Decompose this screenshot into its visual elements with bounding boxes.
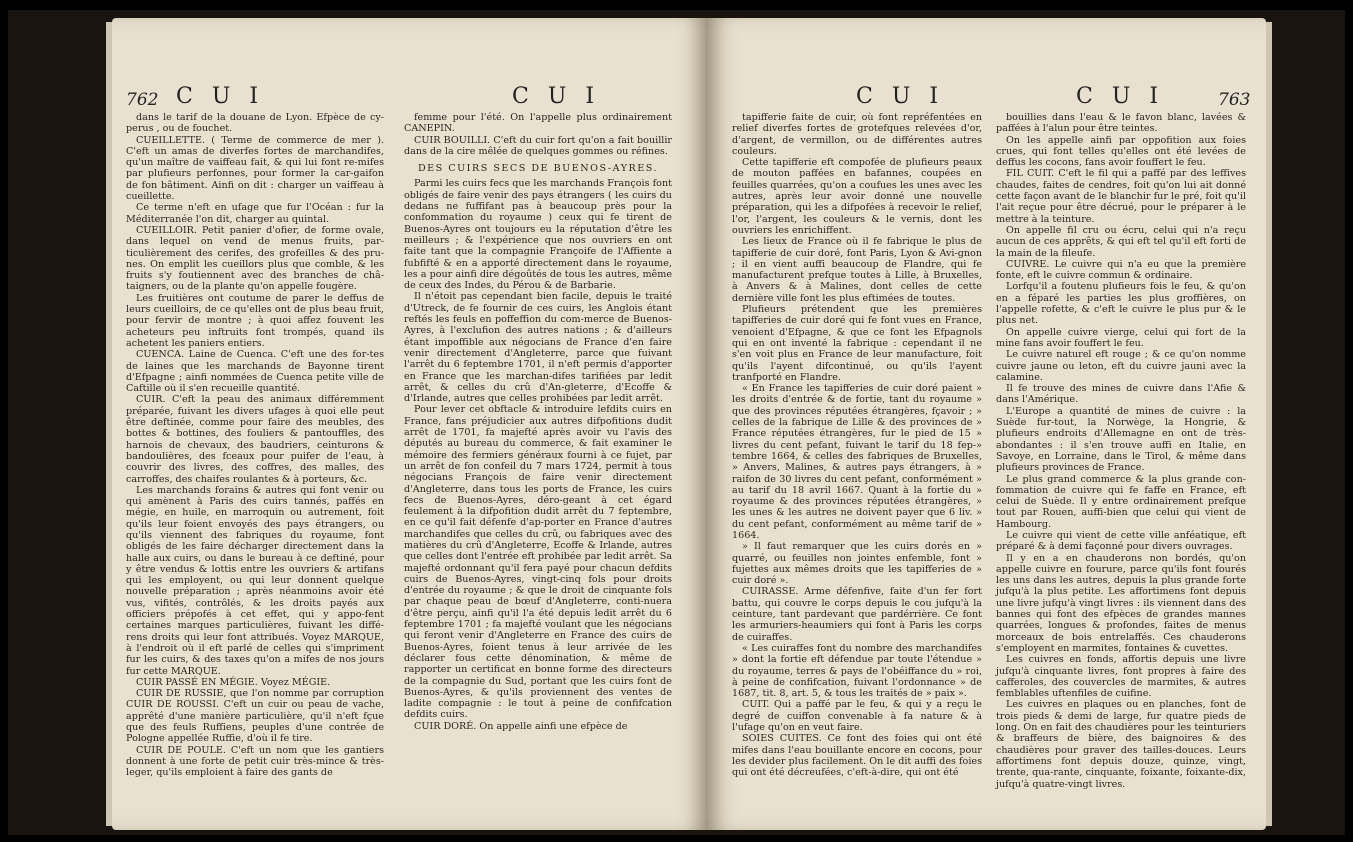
paragraph: Les cuivres en fonds, affortis depuis une livre jufqu'à cinquante livres, font propres à faire des cafferoles, des couvercles de marmites, & autres femblables uftenfiles de cuifine.	[996, 654, 1246, 700]
left-page-column-2	[404, 112, 672, 732]
running-head-right-1: C U I	[856, 84, 945, 109]
page-number-left: 762	[126, 90, 159, 110]
paragraph: Plufieurs prétendent que les premières tapifferies de cuir doré qui fe font vues en France, venoient d'Efpagne, & que ce font les Efpagnols qui en ont inventé la fabrique : cependant il ne s'en voit plus en France de leur manufacture, foit qu'ils l'ayent difcontinué, ou qu'ils l'ayent tranfporté en Flandre.	[732, 304, 982, 383]
left-page	[112, 18, 708, 830]
paragraph: CUEILLETTE. ( Terme de commerce de mer ). C'eft un amas de diverfes fortes de marchandifes, qu'un maître de vaiffeau fait, & qui lui font re-mifes par plufieurs perfonnes, pour former la car-gaifon de fon bâtiment. Ainfi on dit : charger un vaiffeau à cueillette.	[126, 134, 384, 203]
paragraph: L'Europe a quantité de mines de cuivre : la Suède fur-tout, la Norwège, la Hongrie, & plufieurs endroits d'Allemagne en ont de très-abondantes : il s'en trouve auffi en Italie, en Savoye, en Lorraine, dans le Tirol, & même dans plufieurs provinces de France.	[996, 405, 1246, 474]
paragraph: Ce terme n'eft en ufage que fur l'Océan : fur la Méditerranée l'on dit, charger au quintal.	[126, 202, 384, 225]
paragraph: CUIR DE POULE. C'eft un nom que les gantiers donnent à une forte de petit cuir très-mince & très-leger, qu'ils emploient à faire des gants de	[126, 744, 384, 779]
paragraph: On les appelle ainfi par oppofition aux foies crues, qui font telles qu'elles ont été levées de deffus les cocons, fans avoir fouffert le feu.	[996, 134, 1246, 169]
paragraph: FIL CUIT. C'eft le fil qui a paffé par des leffives chaudes, faites de cendres, foit qu'on lui ait donné cette façon avant de le blanchir fur le pré, foit qu'il l'ait reçue pour être décrué, pour le préparer à le mettre à la teinture.	[996, 168, 1246, 225]
paragraph: Le cuivre naturel eft rouge ; & ce qu'on nomme cuivre jaune ou leton, eft du cuivre jauni avec la calamine.	[996, 349, 1246, 383]
paragraph: Le cuivre qui vient de cette ville anféatique, eft préparé & à demi façonné pour divers ouvrages.	[996, 529, 1246, 553]
page-number-right: 763	[1218, 90, 1251, 110]
paragraph: CUENCA. Laine de Cuenca. C'eft une des for-tes de laines que les marchands de Bayonne tirent d'Efpagne ; ainfi nommées de Cuenca petite ville de Caftille où il s'en recueille quantité.	[126, 349, 384, 395]
paragraph: CUIVRE. Le cuivre qui n'a eu que la première fonte, eft le cuivre commun & ordinaire.	[996, 258, 1246, 282]
paragraph: Il fe trouve des mines de cuivre dans l'Afie & dans l'Amérique.	[996, 383, 1246, 406]
paragraph: Les cuivres en plaques ou en planches, font de trois pieds & demi de large, fur quatre pieds de long. On en fait des chaudières pour les teinturiers & braffeurs de bière, des baignoires & des chaudières pour graver des tailles-douces. Leurs affortimens font depuis douze, quinze, vingt, trente, qua-rante, cinquante, foixante, foixante-dix, jufqu'à quatre-vingt livres.	[996, 699, 1246, 790]
paragraph: » Il faut remarquer que les cuirs dorés en » quarré, ou feuilles non jointes enfemble, font » fujettes aux mêmes droits que les tapifferies de » cuir doré ».	[732, 541, 982, 587]
running-head-right-2: C U I	[1076, 84, 1165, 109]
paragraph: bouillies dans l'eau & le favon blanc, lavées & paffées à l'alun pour être teintes.	[996, 112, 1246, 135]
running-head-left-1: C U I	[176, 84, 265, 109]
paragraph: Il n'étoit pas cependant bien facile, depuis le traité d'Utreck, de fe fournir de ces cuirs, les Anglois étant reftés les feuls en poffeffion du com-merce de Buenos-Ayres, à l'exclufion des autres nations ; & d'ailleurs étant impoffible aux négocians de France d'en faire venir directement d'Angleterre, parce que fuivant l'arrêt du 6 feptembre 1701, il n'eft permis d'apporter en France que les marchan-difes tarifiées par ledit arrêt, & celles du crû d'An-gleterre, d'Ecoffe & d'Irlande, autres que celles prohibées par ledit arrêt.	[404, 291, 672, 405]
paragraph: On appelle cuivre vierge, celui qui fort de la mine fans avoir fouffert le feu.	[996, 326, 1246, 349]
paragraph: dans le tarif de la douane de Lyon. Efpèce de cy-perus , ou de fouchet.	[126, 112, 384, 135]
paragraph: Lorfqu'il a foutenu plufieurs fois le feu, & qu'on en a féparé les parties les plus groffières, on l'appelle rofette, & c'eft le cuivre le plus pur & le plus net.	[996, 281, 1246, 327]
paragraph: On appelle fil cru ou écru, celui qui n'a reçu aucun de ces apprêts, & qui eft tel qu'il eft forti de la main de la fileufe.	[996, 224, 1246, 259]
paragraph: Cette tapifferie eft compofée de plufieurs peaux de mouton paffées en bafannes, coupées en feuilles quarrées, qu'on a coufues les unes avec les autres, après leur avoir donné une nouvelle préparation, qui les a difpofées à recevoir le relief, l'or, l'argent, les couleurs & le vernis, dont les ouvriers les enrichiffent.	[732, 157, 982, 236]
paragraph: Il y en a en chauderons non bordés, qu'on appelle cuivre en fourure, parce qu'ils font fourés les uns dans les autres, depuis la plus grande forte jufqu'à la plus petite. Les affortimens font depuis une livre jufqu'à vingt livres : ils viennent dans des bannes qui font des efpèces de grandes mannes quarrées, longues & profondes, faites de menus morceaux de bois entrelaffés. Ces chauderons s'employent en marmites, fontaines & cuvettes.	[996, 552, 1246, 654]
paragraph: Le plus grand commerce & la plus grande con-fommation de cuivre qui fe faffe en France, eft celui de Suède. Il y entre ordinairement prefque tout par Rouen, auffi-bien que celui qui vient de Hambourg.	[996, 473, 1246, 530]
paragraph: femme pour l'été. On l'appelle plus ordinairement CANEPIN.	[404, 112, 672, 135]
right-page-column-1	[732, 112, 982, 779]
paragraph: CUEILLOIR. Petit panier d'ofier, de forme ovale, dans lequel on vend de menus fruits, par-ticulièrement des cerifes, des grofeilles & des pru-nes. On emplit les cueillors plus que comble, & les fruits s'y foutiennent avec des branches de châ-taigners, ou de la plante qu'on appelle fougère.	[126, 224, 384, 293]
paragraph: « En France les tapifferies de cuir doré paient » les droits d'entrée & de fortie, tant du royaume » que des provinces réputées étrangères, fçavoir ; » celles de la fabrique de Lille & des provinces de » France réputées étrangères, fur le pied de 15 » livres du cent pefant, fuivant le tarif du 18 fep-» tembre 1664, & celles des fabriques de Bruxelles, » Anvers, Malines, & autres pays étrangers, à » raifon de 30 livres du cent pefant, conformément » au tarif du 18 avril 1667. Quant à la fortie du » royaume & des provinces réputées étrangères, » les unes & les autres ne doivent payer que 6 liv. » du cent pefant, conformément au même tarif de » 1664.	[732, 383, 982, 541]
running-head-left-2: C U I	[512, 84, 601, 109]
right-page	[706, 18, 1266, 830]
paragraph: CUIR DORÉ. On appelle ainfi une efpèce de	[414, 720, 628, 732]
paragraph: « Les cuiraffes font du nombre des marchandifes » dont la fortie eft défendue par toute l'étendue » du royaume, terres & pays de l'obéiffance du » roi, à peine de confifcation, fuivant l'ordonnance » de 1687, tit. 8, art. 5, & tous les traités de » paix ».	[732, 642, 982, 700]
paragraph: CUIR. C'eft la peau des animaux différemment préparée, fuivant les divers ufages à quoi elle peut être deftinée, comme pour faire des meubles, des bottes & bottines, des fouliers & pantouffles, des harnois de chevaux, des baudriers, ceinturons & bandoulières, des fceaux pour puifer de l'eau, à couvrir des livres, des coffres, des malles, des carroffes, des chaifes roulantes & à porteurs, &c.	[126, 394, 384, 485]
paragraph: SOIES CUITES. Ce font des foies qui ont été mifes dans l'eau bouillante encore en cocons, pour les devider plus facilement. On le dit auffi des foies qui ont été décreufées, c'eft-à-dire, qui ont été	[732, 733, 982, 779]
paragraph: Les lieux de France où il fe fabrique le plus de tapifferie de cuir doré, font Paris, Lyon & Avi-gnon ; il en vient auffi beaucoup de Flandre, qui fe manufacturent prefque toutes à Lille, à Bruxelles, à Anvers & à Malines, dont celles de cette dernière ville font les plus eftimées de toutes.	[732, 236, 982, 304]
left-page-column-1	[126, 112, 384, 779]
paragraph: Parmi les cuirs fecs que les marchands François font obligés de faire venir des pays étrangers ( les cuirs du dedans ne fuffifant pas à beaucoup près pour la confommation du royaume ) ceux qui fe tirent de Buenos-Ayres ont toujours eu la réputation d'être les meilleurs ; & l'expérience que nos ouvriers en ont faite tant que la compagnie Françoife de l'Affiente a fubfifté & en a apporté directement dans le royaume, les a pour ainfi dire dégoûtés de tous les autres, même de ceux des Indes, du Pérou & de Barbarie.	[404, 178, 672, 292]
paragraph: Les fruitières ont coutume de parer le deffus de leurs cueilloirs, de ce qu'elles ont de plus beau fruit, pour fervir de montre ; à quoi affez fouvent les acheteurs peu inftruits font trompés, quand ils achetent les paniers entiers.	[126, 292, 384, 349]
paragraph: CUIR PASSÉ EN MÉGIE. Voyez MÉGIE.	[136, 676, 331, 688]
paragraph: tapifferie faite de cuir, où font repréfentées en relief diverfes fortes de grotefques relevées d'or, d'argent, de vermillon, ou de différentes autres couleurs.	[732, 112, 982, 157]
section-heading: DES CUIRS SECS DE BUENOS-AYRES.	[417, 163, 659, 175]
paragraph: CUIR BOUILLI. C'eft du cuir fort qu'on a fait bouillir dans de la cire mêlée de quelques gommes ou réfines.	[404, 134, 672, 157]
paragraph: CUIT. Qui a paffé par le feu, & qui y a reçu le degré de cuiffon convenable à fa nature & à l'ufage qu'on en veut faire.	[732, 699, 982, 734]
right-page-column-2	[996, 112, 1246, 790]
paragraph: CUIR DE RUSSIE, que l'on nomme par corruption CUIR DE ROUSSI. C'eft un cuir ou peau de vache, apprêté d'une manière particulière, qu'il n'eft fçue que des feuls Ruffiens, peuples d'une contrée de Pologne appellée Ruffie, d'où il fe tire.	[126, 688, 384, 745]
paragraph: CUIRASSE. Arme défenfive, faite d'un fer fort battu, qui couvre le corps depuis le cou jufqu'à la ceinture, tant pardevant que pardérrière. Ce font les armuriers-heaumiers qui font à Paris les corps de cuiraffes.	[732, 586, 982, 643]
paragraph: Les marchands forains & autres qui font venir ou qui amènent à Paris des cuirs tannés, paffés en mégie, en huile, en marroquin ou autrement, foit qu'ils leur foient envoyés des pays étrangers, ou qu'ils viennent des fabriques du royaume, font obligés de les faire décharger directement dans la halle aux cuirs, ou dans le bureau à ce deftiné, pour y être vendus & lottis entre les ouvriers & artifans qui les employent, ou qui leur donnent quelque nouvelle préparation ; après néanmoins avoir été vus, vifités, contrôlés, & les droits payés aux officiers prépofés à cet effet, qui y appo-fent certaines marques particulières, fuivant les diffé-rens droits qui leur font attribués. Voyez MARQUE, à l'endroit où il eft parlé de celles qui s'impriment fur les cuirs, & des taxes qu'on a mifes de nos jours fur cette MARQUE.	[126, 484, 384, 677]
paragraph: Pour lever cet obftacle & introduire lefdits cuirs en France, fans préjudicier aux autres difpofitions dudit arrêt de 1701, fa majefté après avoir vu l'avis des députés au bureau du commerce, & fait examiner le mémoire des fermiers généraux fourni à ce fujet, par un arrêt de fon confeil du 7 mars 1724, permit à tous négocians François de faire venir directement d'Angleterre, dans tous les ports de France, les cuirs fecs de Buenos-Ayres, déro-geant à cet égard feulement à la difpofition dudit arrêt du 7 feptembre, en ce qu'il fait défenfe d'ap-porter en France d'autres marchandifes que celles du crû, ou fabriques avec des matières du crû d'Angleterre, Ecoffe & Irlande, autres que celles dont l'entrée eft prohibée par ledit arrêt. Sa majefté ordonnant qu'il fera payé pour chacun defdits cuirs de Buenos-Ayres, vingt-cinq fols pour droits d'entrée du royaume ; & que le droit de cinquante fols par chaque peau de bœuf d'Angleterre, conti-nuera d'être perçu, ainfi qu'il l'a été depuis ledit arrêt du 6 feptembre 1701 ; fa majefté voulant que les négocians qui feront venir d'Angleterre en France des cuirs de Buenos-Ayres, foient tenus à leur arrivée de les déclarer fous cette dénomination, & même de rapporter un certificat en bonne forme des directeurs de la compagnie du Sud, portant que les cuirs font de Buenos-Ayres, & qu'ils proviennent des ventes de ladite compagnie : le tout à peine de confifcation defdits cuirs.	[404, 404, 672, 721]
